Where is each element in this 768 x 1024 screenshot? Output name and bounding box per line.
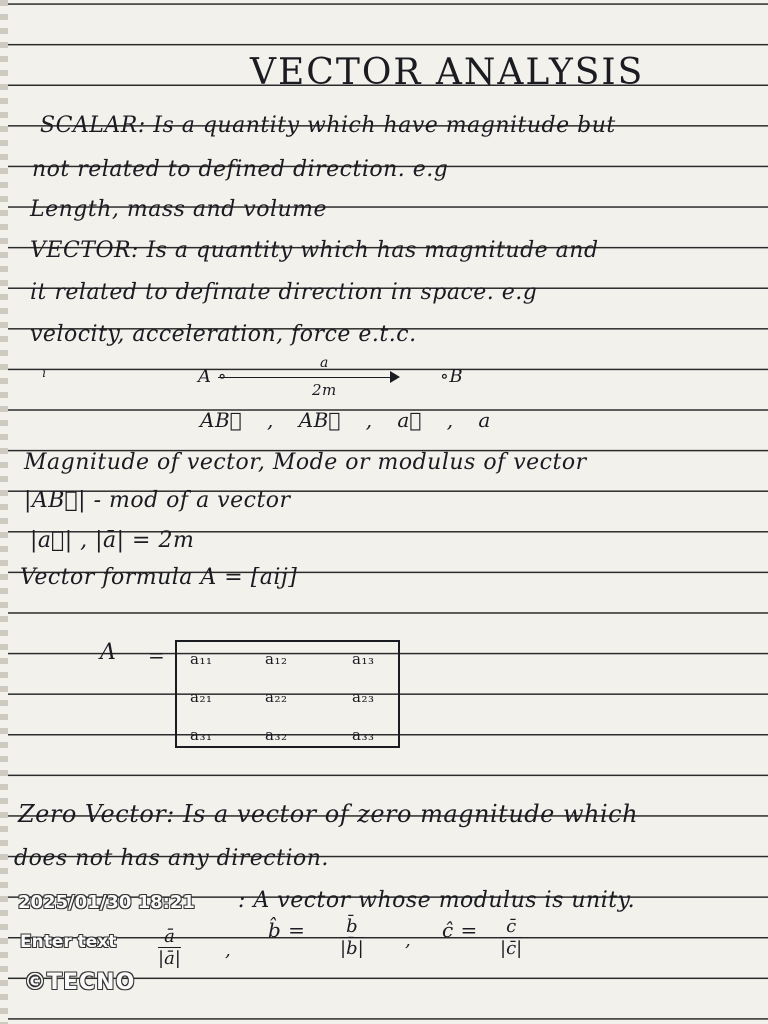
fraction-denominator: |c̄|	[500, 938, 523, 959]
vector-examples: velocity, acceleration, force e.t.c.	[30, 322, 417, 347]
unit-vector-c-hat: ĉ =	[442, 918, 478, 942]
zero-vector-definition-line-1: Zero Vector: Is a vector of zero magnitude which	[18, 800, 639, 828]
vector-start-point: A ∘	[198, 366, 228, 387]
unit-vector-c-fraction	[500, 916, 522, 959]
stray-mark: ı	[42, 366, 47, 380]
fraction-denominator: |b̄|	[340, 938, 364, 959]
matrix-cell: a₁₂	[265, 650, 288, 668]
unit-vector-b-fraction	[340, 916, 364, 959]
magnitude-mod-line: |AB⃗| - mod of a vector	[24, 488, 291, 513]
vector-end-point: ∘B	[440, 366, 464, 387]
unit-separator: ,	[405, 930, 412, 951]
scalar-examples: Length, mass and volume	[30, 197, 328, 222]
timestamp-watermark: 2025/01/30 18:21	[18, 892, 195, 913]
vector-arrow-head-icon	[390, 371, 400, 383]
zero-vector-definition-line-2: does not has any direction.	[14, 846, 329, 871]
vector-notation: AB⃗ , AB⃗ , a⃗ , a	[200, 408, 491, 432]
matrix-cell: a₃₃	[352, 726, 375, 744]
matrix-cell: a₃₁	[190, 726, 213, 744]
magnitude-example: |a⃗| , |ā| = 2m	[30, 528, 195, 553]
fraction-denominator: |ā|	[158, 948, 181, 969]
unit-vector-a-fraction	[158, 926, 181, 969]
fraction-numerator: c̄	[500, 916, 522, 938]
matrix-equals: =	[148, 643, 166, 667]
vector-definition-line-2: it related to definate direction in space. e.g	[30, 280, 538, 305]
matrix-cell: a₃₂	[265, 726, 288, 744]
camera-brand-watermark: ©TECNO	[24, 970, 136, 995]
vector-arrow-label: a	[320, 355, 329, 371]
unit-separator: ,	[225, 940, 232, 961]
page-title: VECTOR ANALYSIS	[250, 52, 645, 93]
matrix-label: A	[100, 640, 117, 665]
matrix-cell: a₁₃	[352, 650, 375, 668]
unit-vector-b-hat: b̂ =	[268, 918, 306, 942]
scalar-definition-line-1: SCALAR: Is a quantity which have magnitude but	[40, 113, 616, 138]
vector-arrow-shaft	[218, 377, 394, 378]
enter-text-watermark: Enter text	[20, 932, 117, 952]
fraction-numerator: b̄	[340, 916, 364, 938]
matrix-cell: a₂₂	[265, 688, 288, 706]
unit-vector-definition: : A vector whose modulus is unity.	[238, 888, 636, 913]
vector-definition-line-1: VECTOR: Is a quantity which has magnitude and	[30, 238, 599, 263]
magnitude-heading: Magnitude of vector, Mode or modulus of vector	[24, 450, 587, 475]
matrix-cell: a₂₃	[352, 688, 375, 706]
matrix-cell: a₂₁	[190, 688, 213, 706]
scalar-definition-line-2: not related to defined direction. e.g	[32, 157, 449, 182]
page-edge	[0, 0, 8, 1024]
vector-formula: Vector formula A = [aij]	[20, 565, 298, 590]
matrix-cell: a₁₁	[190, 650, 213, 668]
vector-arrow-length: 2m	[312, 381, 337, 399]
fraction-numerator: ā	[158, 926, 181, 948]
